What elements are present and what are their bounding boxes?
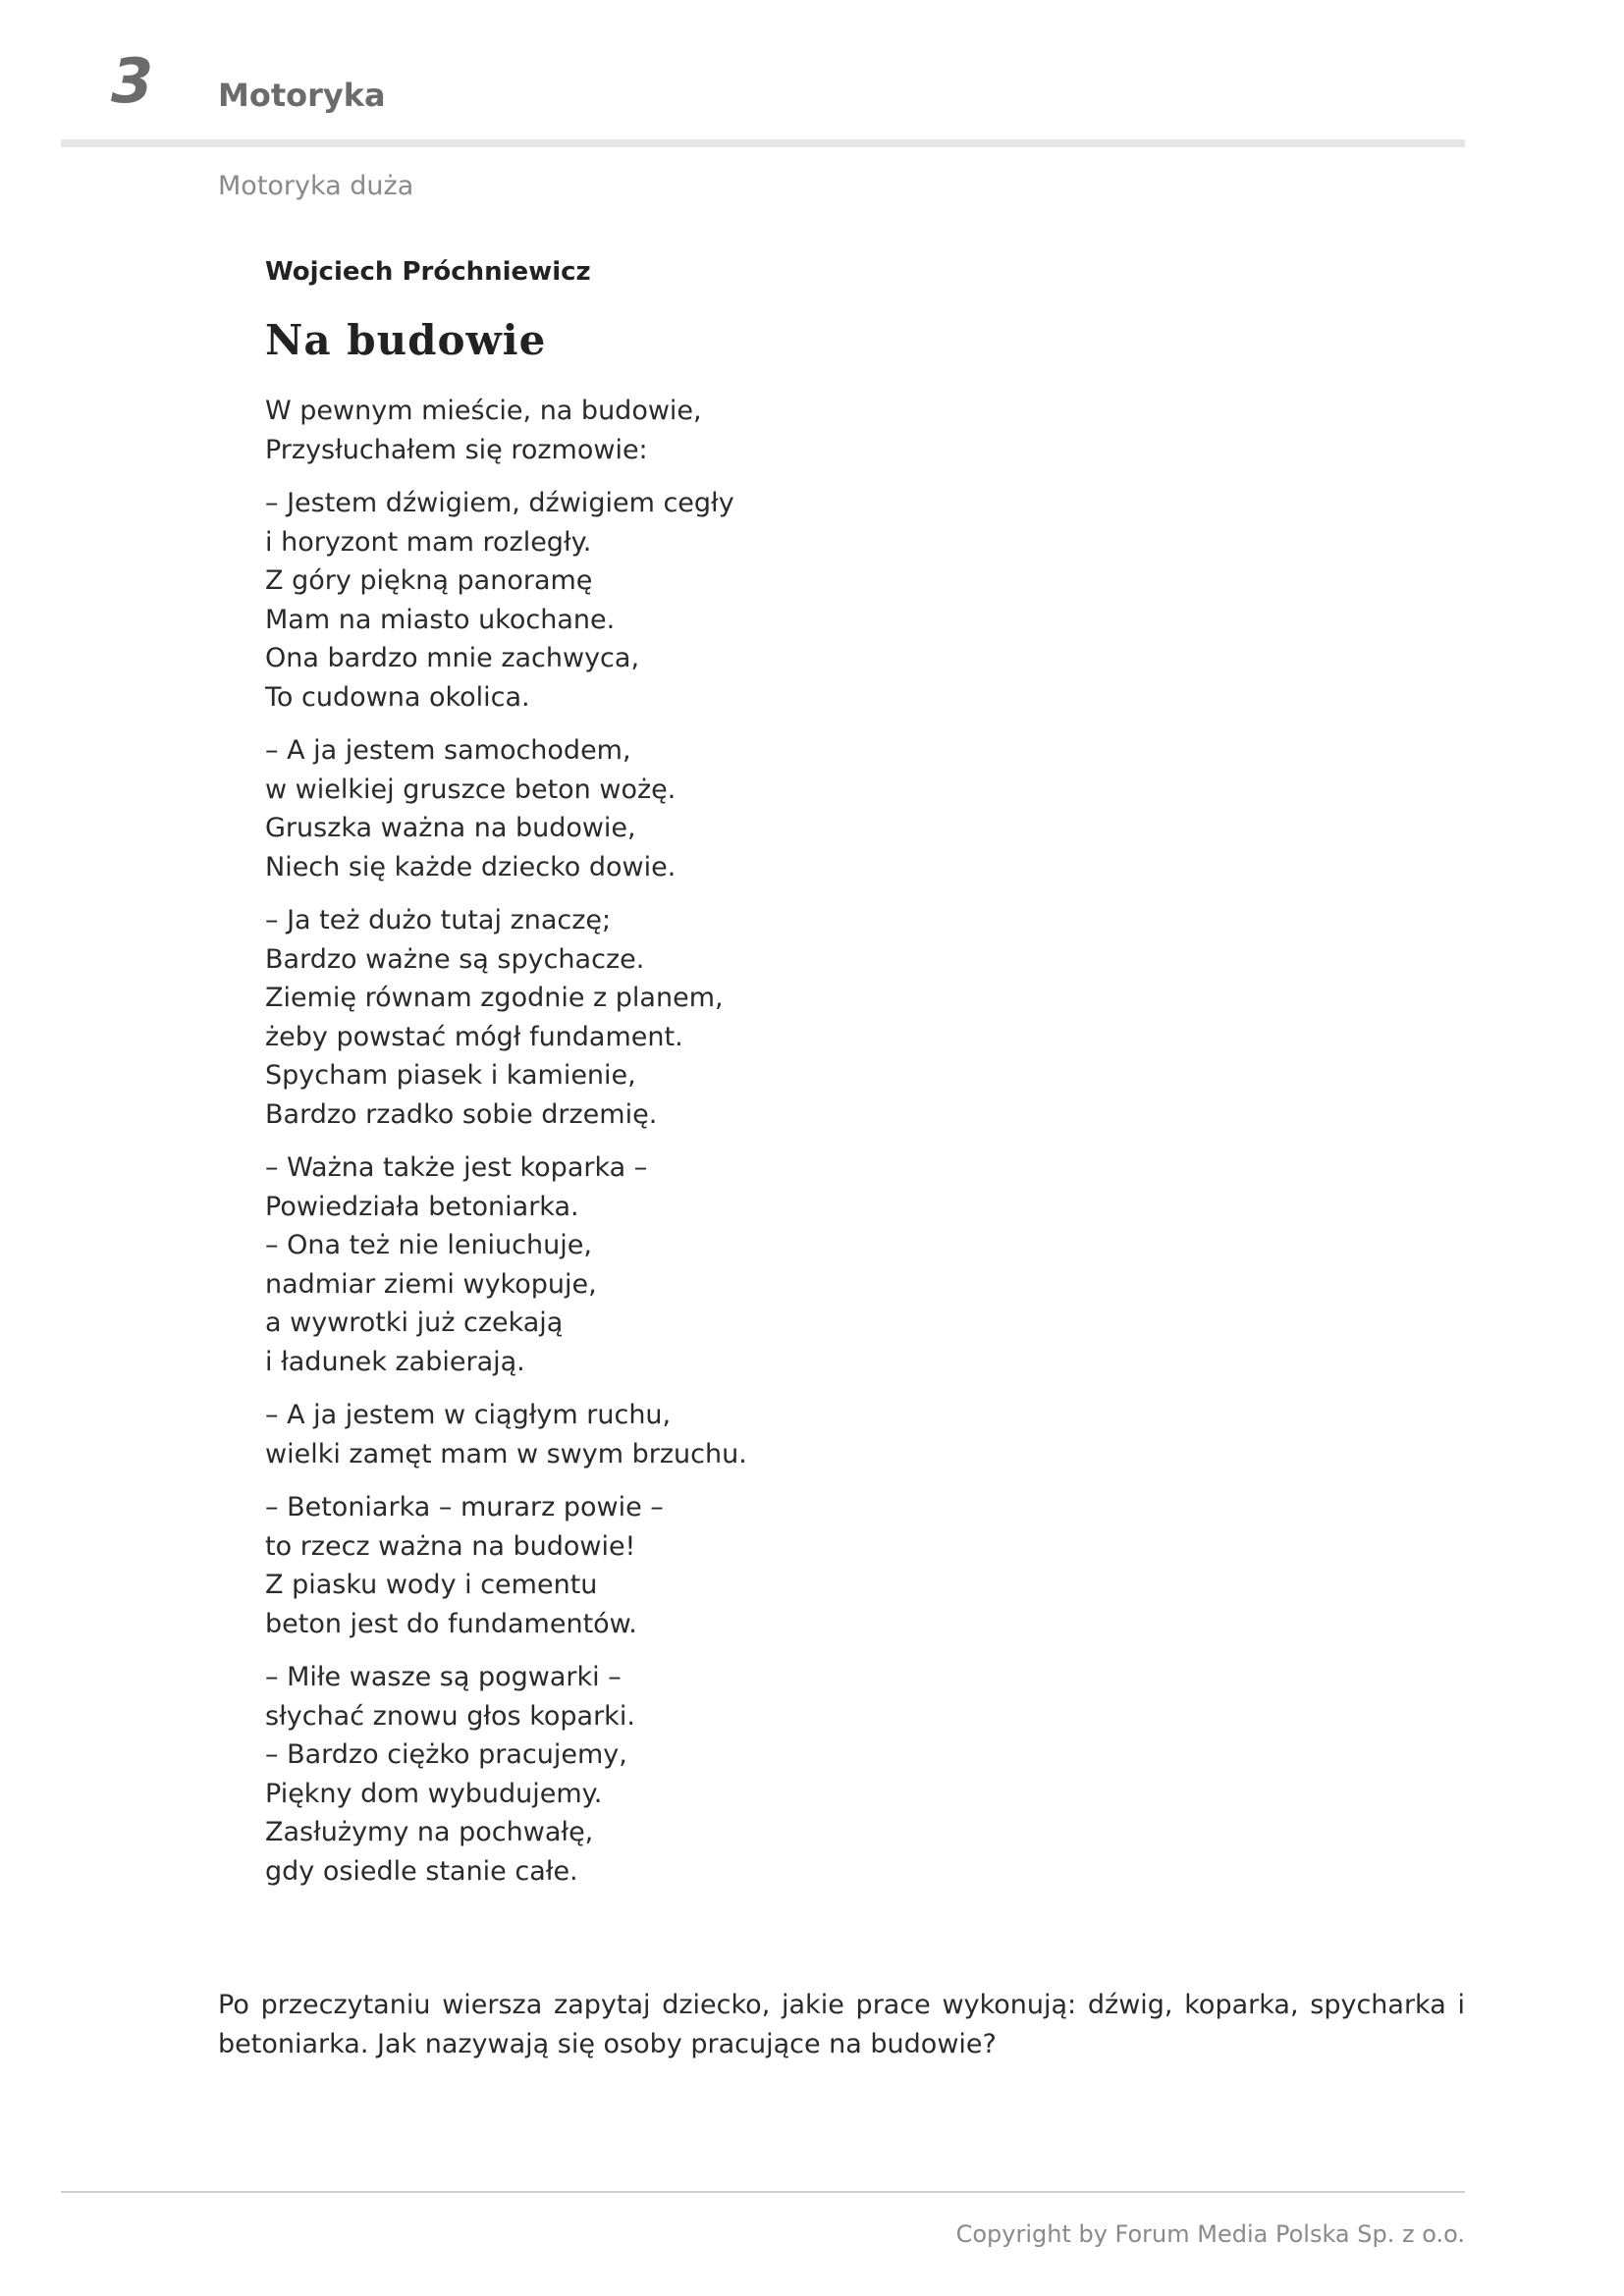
poem-line: Mam na miasto ukochane. (265, 604, 616, 635)
poem-line: Ona bardzo mnie zachwyca, (265, 643, 640, 673)
poem-stanza (265, 1658, 1149, 1891)
poem-line: – Miłe wasze są pogwarki – (265, 1662, 622, 1692)
copyright-notice: Copyright by Forum Media Polska Sp. z o.o. (955, 2220, 1465, 2248)
poem-line: beton jest do fundamentów. (265, 1608, 637, 1639)
poem-line: Z góry piękną panoramę (265, 565, 593, 596)
poem-line: Zasłużymy na pochwałę, (265, 1817, 594, 1847)
poem-line: w wielkiej gruszce beton wożę. (265, 774, 677, 805)
header-divider (61, 139, 1465, 147)
poem-line: – Jestem dźwigiem, dźwigiem cegły (265, 488, 734, 518)
poem-line: – A ja jestem samochodem, (265, 735, 631, 766)
poem-line: Ziemię równam zgodnie z planem, (265, 983, 724, 1013)
poem-line: Powiedziała betoniarka. (265, 1191, 579, 1222)
poem-line: – Ona też nie leniuchuje, (265, 1230, 592, 1260)
poem-stanza (265, 1148, 1149, 1381)
poem-author: Wojciech Próchniewicz (265, 257, 591, 287)
poem (265, 257, 1149, 1905)
closing-instruction: Po przeczytaniu wiersza zapytaj dziecko, jakie prace wykonują: dźwig, koparka, spycharka i betoniarka. Jak nazywają się osoby pracujące na budowie? (218, 1990, 1465, 2059)
poem-stanza (265, 901, 1149, 1134)
poem-line: Z piasku wody i cementu (265, 1570, 598, 1600)
poem-line: – Ja też dużo tutaj znaczę; (265, 905, 612, 935)
poem-stanza (265, 1488, 1149, 1643)
poem-line: słychać znowu głos koparki. (265, 1700, 635, 1732)
chapter-title: Motoryka (218, 77, 386, 114)
poem-line: Piękny dom wybudujemy. (265, 1778, 603, 1809)
poem-line: – Bardzo ciężko pracujemy, (265, 1739, 627, 1770)
poem-stanza (265, 392, 1149, 469)
chapter-number: 3 (111, 45, 154, 117)
section-label: Motoryka duża (218, 171, 414, 201)
poem-line: Niech się każde dziecko dowie. (265, 851, 677, 882)
poem-line: – Ważna także jest koparka – (265, 1152, 648, 1183)
poem-stanza (265, 731, 1149, 886)
poem-line: żeby powstać mógł fundament. (265, 1021, 683, 1052)
poem-title: Na budowie (265, 316, 547, 364)
poem-line: To cudowna okolica. (265, 681, 530, 713)
poem-line: Gruszka ważna na budowie, (265, 813, 636, 843)
poem-line: – Betoniarka – murarz powie – (265, 1492, 664, 1522)
poem-line: a wywrotki już czekają (265, 1308, 564, 1338)
poem-stanzas (265, 392, 1149, 1891)
poem-line: Bardzo rzadko sobie drzemię. (265, 1098, 658, 1130)
poem-line: Przysłuchałem się rozmowie: (265, 434, 648, 465)
poem-line: – A ja jestem w ciągłym ruchu, (265, 1400, 672, 1430)
poem-line: nadmiar ziemi wykopuje, (265, 1268, 597, 1300)
poem-line: Bardzo ważne są spychacze. (265, 943, 645, 975)
poem-stanza (265, 1396, 1149, 1473)
footer-divider (61, 2191, 1465, 2193)
poem-line: i ładunek zabierają. (265, 1346, 525, 1377)
poem-line: Spycham piasek i kamienie, (265, 1060, 636, 1091)
poem-line: i horyzont mam rozległy. (265, 526, 592, 558)
poem-line: to rzecz ważna na budowie! (265, 1530, 636, 1562)
poem-line: gdy osiedle stanie całe. (265, 1855, 578, 1887)
poem-stanza (265, 484, 1149, 717)
poem-line: W pewnym mieście, na budowie, (265, 396, 702, 426)
poem-line: wielki zamęt mam w swym brzuchu. (265, 1438, 747, 1469)
